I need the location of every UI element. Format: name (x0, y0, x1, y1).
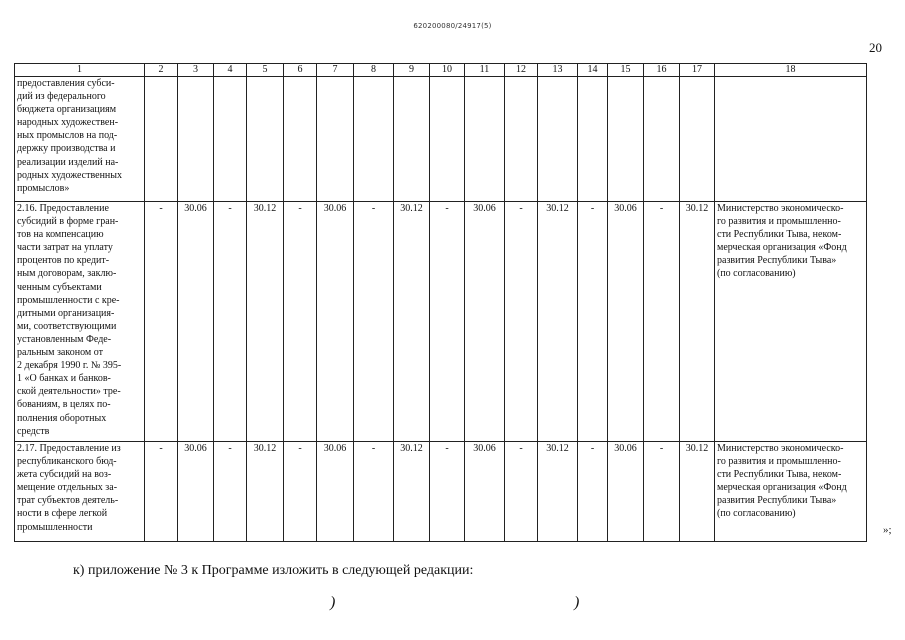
header-cell: 3 (178, 64, 214, 77)
page-number: 20 (869, 40, 882, 55)
value-cell (214, 77, 247, 202)
header-row (15, 64, 867, 77)
value-cell: 30.12 (680, 442, 715, 542)
row-name-cell: 2.16. Предоставление субсидий в форме гран- тов на компенсацию части затрат на уплату процентов по кредит- ным договорам, заклю- ченным субъектами промышленности с кре- дитными организация- ми, соответствующими установленным Феде- ральным законом от 2 декабря 1990 г. № 395- 1 «О банках и банков- ской деятельности» тре- бованиям, в целях по- полнения оборотных средств (15, 202, 145, 442)
row-name-cell: предоставления субси- дий из федерального бюджета организациям народных художествен- ных промыслов на под- держку производства и реализации изделий на- родных художественных промыслов» (15, 77, 145, 202)
value-cell: 30.06 (465, 442, 505, 542)
value-cell (465, 77, 505, 202)
value-cell (430, 77, 465, 202)
header-cell: 5 (247, 64, 284, 77)
value-cell: 30.12 (680, 202, 715, 442)
header-cell: 14 (578, 64, 608, 77)
value-cell: - (354, 202, 394, 442)
value-cell: 30.12 (394, 442, 430, 542)
value-cell: 30.12 (247, 442, 284, 542)
value-cell: - (354, 442, 394, 542)
value-cell: 30.12 (538, 442, 578, 542)
value-cell: 30.06 (608, 442, 644, 542)
schedule-table (14, 63, 867, 542)
value-cell (505, 77, 538, 202)
value-cell (317, 77, 354, 202)
value-cell: - (505, 202, 538, 442)
value-cell: - (214, 202, 247, 442)
header-cell: 17 (680, 64, 715, 77)
value-cell: - (578, 202, 608, 442)
value-cell (680, 77, 715, 202)
value-cell: - (430, 442, 465, 542)
instruction-text: к) приложение № 3 к Программе изложить в следующей редакции: (73, 563, 474, 578)
value-cell: 30.06 (317, 442, 354, 542)
closing-quote: »; (883, 524, 892, 536)
value-cell: 30.06 (317, 202, 354, 442)
header-cell: 8 (354, 64, 394, 77)
value-cell (145, 77, 178, 202)
value-cell: 30.12 (538, 202, 578, 442)
header-cell: 16 (644, 64, 680, 77)
value-cell: - (644, 202, 680, 442)
header-cell: 12 (505, 64, 538, 77)
header-cell: 6 (284, 64, 317, 77)
executor-cell: Министерство экономическо- го развития и промышленно- сти Республики Тыва, неком- мерческая организация «Фонд развития Республики Тыва» (по согласованию) (715, 442, 867, 542)
table-row (15, 77, 867, 202)
value-cell: - (145, 202, 178, 442)
header-cell: 11 (465, 64, 505, 77)
stray-mark: ) (330, 594, 336, 611)
table-row (15, 202, 867, 442)
header-cell: 9 (394, 64, 430, 77)
executor-cell: Министерство экономическо- го развития и промышленно- сти Республики Тыва, неком- мерческая организация «Фонд развития Республики Тыва» (по согласованию) (715, 202, 867, 442)
value-cell: - (145, 442, 178, 542)
value-cell: 30.12 (247, 202, 284, 442)
value-cell: - (505, 442, 538, 542)
value-cell: - (214, 442, 247, 542)
table-row (15, 442, 867, 542)
header-cell: 7 (317, 64, 354, 77)
stray-mark: ) (574, 594, 580, 611)
value-cell: 30.06 (178, 442, 214, 542)
value-cell (578, 77, 608, 202)
value-cell: - (284, 202, 317, 442)
value-cell (538, 77, 578, 202)
header-cell: 13 (538, 64, 578, 77)
value-cell (284, 77, 317, 202)
value-cell: 30.06 (465, 202, 505, 442)
value-cell: - (284, 442, 317, 542)
value-cell (394, 77, 430, 202)
value-cell: 30.06 (608, 202, 644, 442)
header-cell: 1 (15, 64, 145, 77)
value-cell: - (578, 442, 608, 542)
header-cell: 10 (430, 64, 465, 77)
header-cell: 4 (214, 64, 247, 77)
value-cell (247, 77, 284, 202)
value-cell: - (430, 202, 465, 442)
header-cell: 15 (608, 64, 644, 77)
executor-cell (715, 77, 867, 202)
value-cell (608, 77, 644, 202)
value-cell (644, 77, 680, 202)
document-number: 620200080/24917(5) (413, 22, 492, 30)
value-cell (354, 77, 394, 202)
row-name-cell: 2.17. Предоставление из республиканского бюд- жета субсидий на воз- мещение отдельных за- трат субъектов деятель- ности в сфере легкой промышленности (15, 442, 145, 542)
value-cell (178, 77, 214, 202)
value-cell: - (644, 442, 680, 542)
header-cell: 2 (145, 64, 178, 77)
header-cell: 18 (715, 64, 867, 77)
value-cell: 30.06 (178, 202, 214, 442)
value-cell: 30.12 (394, 202, 430, 442)
